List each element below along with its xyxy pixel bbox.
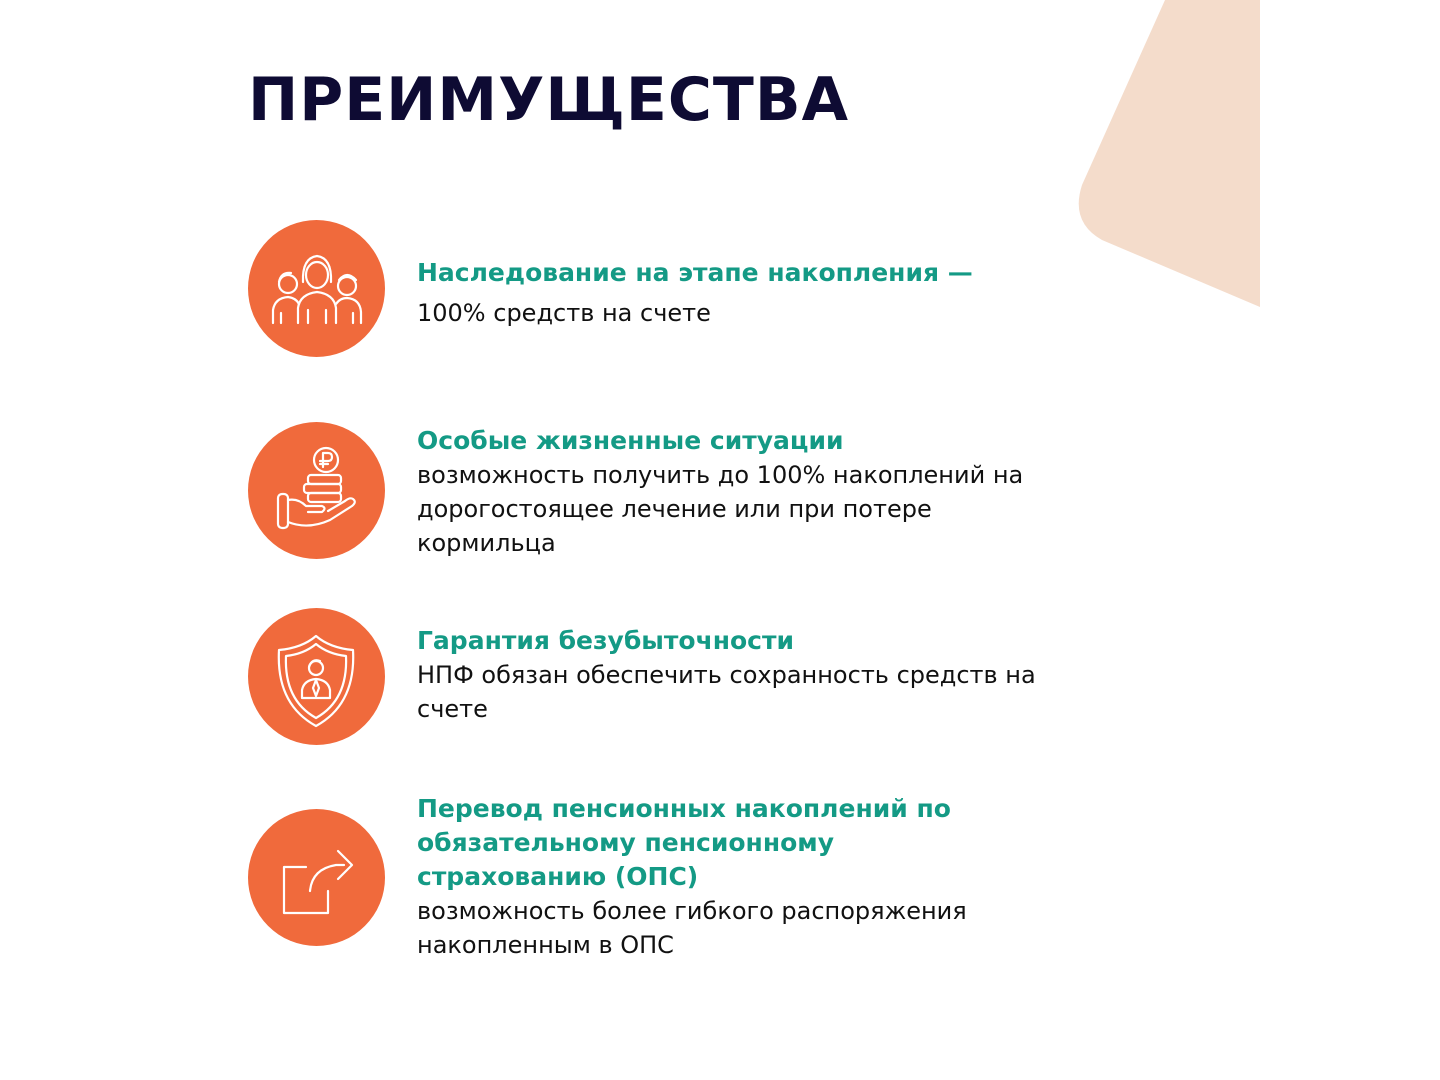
benefit-body: возможность получить до 100% накоплений на дорогостоящее лечение или при потере кормильца bbox=[417, 461, 1024, 557]
benefit-heading: Гарантия безубыточности bbox=[417, 626, 795, 655]
family-icon bbox=[248, 220, 385, 357]
benefit-body: возможность более гибкого распоряжения накопленным в ОПС bbox=[417, 897, 967, 959]
page-title: ПРЕИМУЩЕСТВА bbox=[248, 65, 850, 135]
benefit-heading: Наследование на этапе накопления — bbox=[417, 258, 973, 287]
benefit-item-inheritance bbox=[248, 220, 1068, 360]
coins-hand-icon bbox=[248, 422, 385, 559]
benefit-heading: Особые жизненные ситуации bbox=[417, 426, 844, 455]
benefit-body: НПФ обязан обеспечить сохранность средств на счете bbox=[417, 661, 1036, 723]
benefit-item-life-situations bbox=[248, 422, 1068, 567]
benefit-item-guarantee bbox=[248, 608, 1068, 748]
benefit-heading: Перевод пенсионных накоплений по обязательному пенсионному страхованию (ОПС) bbox=[417, 794, 951, 891]
benefit-item-ops-transfer bbox=[248, 792, 1068, 972]
shield-person-icon bbox=[248, 608, 385, 745]
transfer-arrow-icon bbox=[248, 809, 385, 946]
benefit-body: 100% средств на счете bbox=[417, 299, 711, 327]
